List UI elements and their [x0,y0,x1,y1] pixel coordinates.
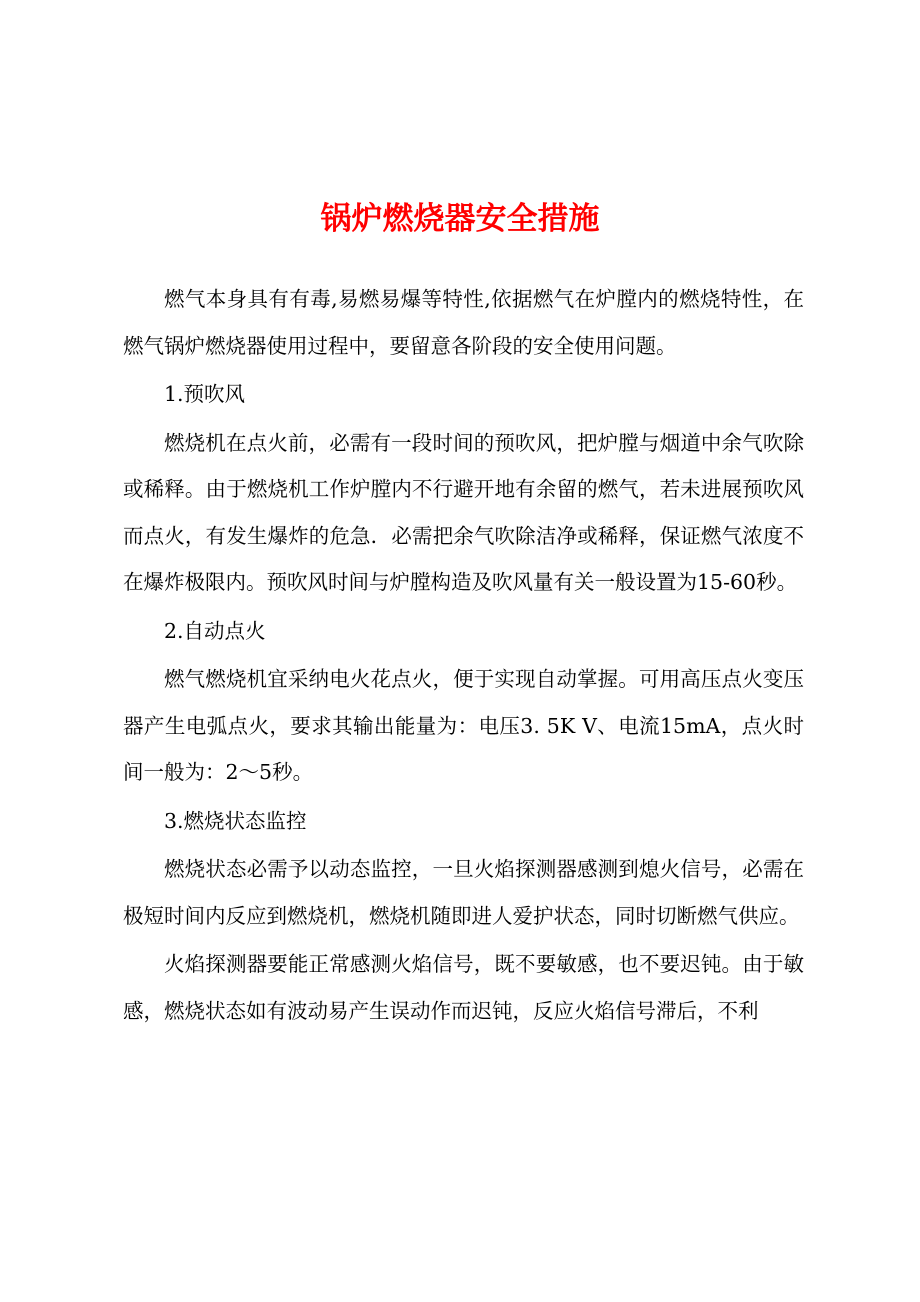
section-heading-combustion-monitoring: 3.燃烧状态监控 [164,808,307,833]
section-heading-pre-purge: 1.预吹风 [164,382,246,406]
intro-paragraph: 燃气本身具有有毒,易燃易爆等特性,依据燃气在炉膛内的燃烧特性，在燃气锅炉燃烧器使用过程中，要留意各阶段的安全使用问题。 [123,287,804,358]
flame-detector-paragraph: 火焰探测器要能正常感测火焰信号，既不要敏感，也不要迟钝。由于敏感，燃烧状态如有波动易产生误动作而迟钝，反应火焰信号滞后，不利 [123,952,804,1023]
auto-ignition-paragraph: 燃气燃烧机宜采纳电火花点火，便于实现自动掌握。可用高压点火变压器产生电弧点火，要求其输出能量为：电压3. 5K V、电流15mA，点火时间一般为：2～5秒。 [123,667,804,784]
document-body [123,276,804,1036]
pre-purge-paragraph: 燃烧机在点火前，必需有一段时间的预吹风，把炉膛与烟道中余气吹除或稀释。由于燃烧机工作炉膛内不行避开地有余留的燃气，若未进展预吹风而点火，有发生爆炸的危急．必需把余气吹除洁净或稀释，保证燃气浓度不在爆炸极限内。预吹风时间与炉膛构造及吹风量有关一般设置为15-60秒。 [123,430,804,594]
section-heading-auto-ignition: 2.自动点火 [164,618,266,643]
combustion-monitoring-paragraph: 燃烧状态必需予以动态监控，一旦火焰探测器感测到熄火信号，必需在极短时间内反应到燃烧机，燃烧机随即进人爱护状态，同时切断燃气供应。 [123,857,804,928]
document-title: 锅炉燃烧器安全措施 [320,201,600,237]
